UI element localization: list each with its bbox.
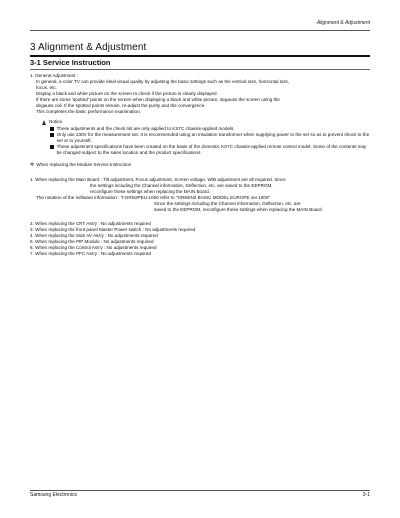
notice-title: Notice. [49,119,64,124]
general-line: degauss coil. If the spotted points remain, re-adjust the purity and the convergence. [36,103,206,108]
notice-bullet-text: These adjustment specifications have been created on the basis of the domestic KS7C chassis-applied remote control model. Some of the contents may be changed subject to the sales location and the product specifications. [56,144,367,155]
notice-title-row [42,119,370,125]
main-board-line: Since the settings including the Channel information, Deflection, etc. are [154,201,301,206]
notice-bullet-text: These adjustments and the check list are only applied to KS7C chassis-applied models. [56,126,235,131]
chapter-title: 3 Alignment & Adjustment [30,42,147,53]
main-board-line: reconfigure these settings when replacing the MAIN Board. [90,189,211,194]
gear-icon: ✲ [30,162,35,168]
page-number: 3-1 [362,492,370,498]
square-bullet-icon [50,133,54,137]
square-bullet-icon [50,127,54,131]
replacement-item: 2. When replacing the CRT Ass'y : No adjustments required [30,221,151,226]
page-content [30,73,370,257]
header-rule [30,30,370,31]
main-board-line: 1. When replacing the Main Board : Tilt adjustment, Focus adjustment, Screen voltage, W/B adjustment are all required. Since [30,177,286,182]
module-heading-row [30,162,370,168]
general-line: This completes the basic performance examination. [36,109,141,114]
notice-bullet [50,132,370,144]
general-paragraph [30,79,370,115]
main-board-line: saved to the EEPROM, reconfigure these settings when replacing the MAIN Board. [154,207,323,212]
general-heading: 1. General Adjustment : [30,73,79,78]
general-line: In general, a color TV can provide ideal visual quality by adjusting the basic settings such as the vertical size, horizontal size, [36,79,290,84]
general-line: focus, etc. [36,85,57,90]
footer-rule [30,490,370,491]
section-divider [30,69,370,70]
general-line: If there are some 'spotted' points on the screen when displaying a black and white picture, degauss the screen using the [36,97,280,102]
module-heading: When replacing the Module Service Instruction [36,162,132,167]
replacement-item: 6. When replacing the Control Ass'y : No adjustments required [30,245,157,250]
replacement-item: 3. When replacing the front panel Master Power switch : No adjustments required [30,227,196,232]
replacement-list [30,221,370,257]
software-notation: The notation of the software information : T-GRN2PEU-1000 refer to "GREEN2 BASIC MODEL EUROPE ver.1000" [36,195,271,200]
replacement-item: 5. When replacing the PIP Module : No adjustments required [30,239,154,244]
notice-bullet [50,144,370,156]
section-title: 3-1 Service Instruction [30,58,111,67]
replacement-item: 7. When replacing the PFC Ass'y : No adjustments required [30,251,151,256]
main-board-item [30,177,370,213]
replacement-item: 4. When replacing the Side AV Ass'y : No adjustments required [30,233,158,238]
notice-box [30,119,370,156]
footer-company: Samsung Electronics [30,492,77,498]
chapter-divider [30,55,370,57]
warning-icon [42,120,46,125]
main-board-line: the settings including the Channel information, Deflection, etc. are saved to the EEPROM, [90,183,273,188]
running-header: Alignment & Adjustment [316,20,370,26]
notice-bullet-text: Only use 230V for the measurement set. It is recommended using an insulation transformer when supplying power to the set so as to prevent shock to the set or to yourself. [56,132,370,143]
general-line: Display a black and white picture on the screen to check if the picture is clearly displayed. [36,91,218,96]
square-bullet-icon [50,145,54,149]
